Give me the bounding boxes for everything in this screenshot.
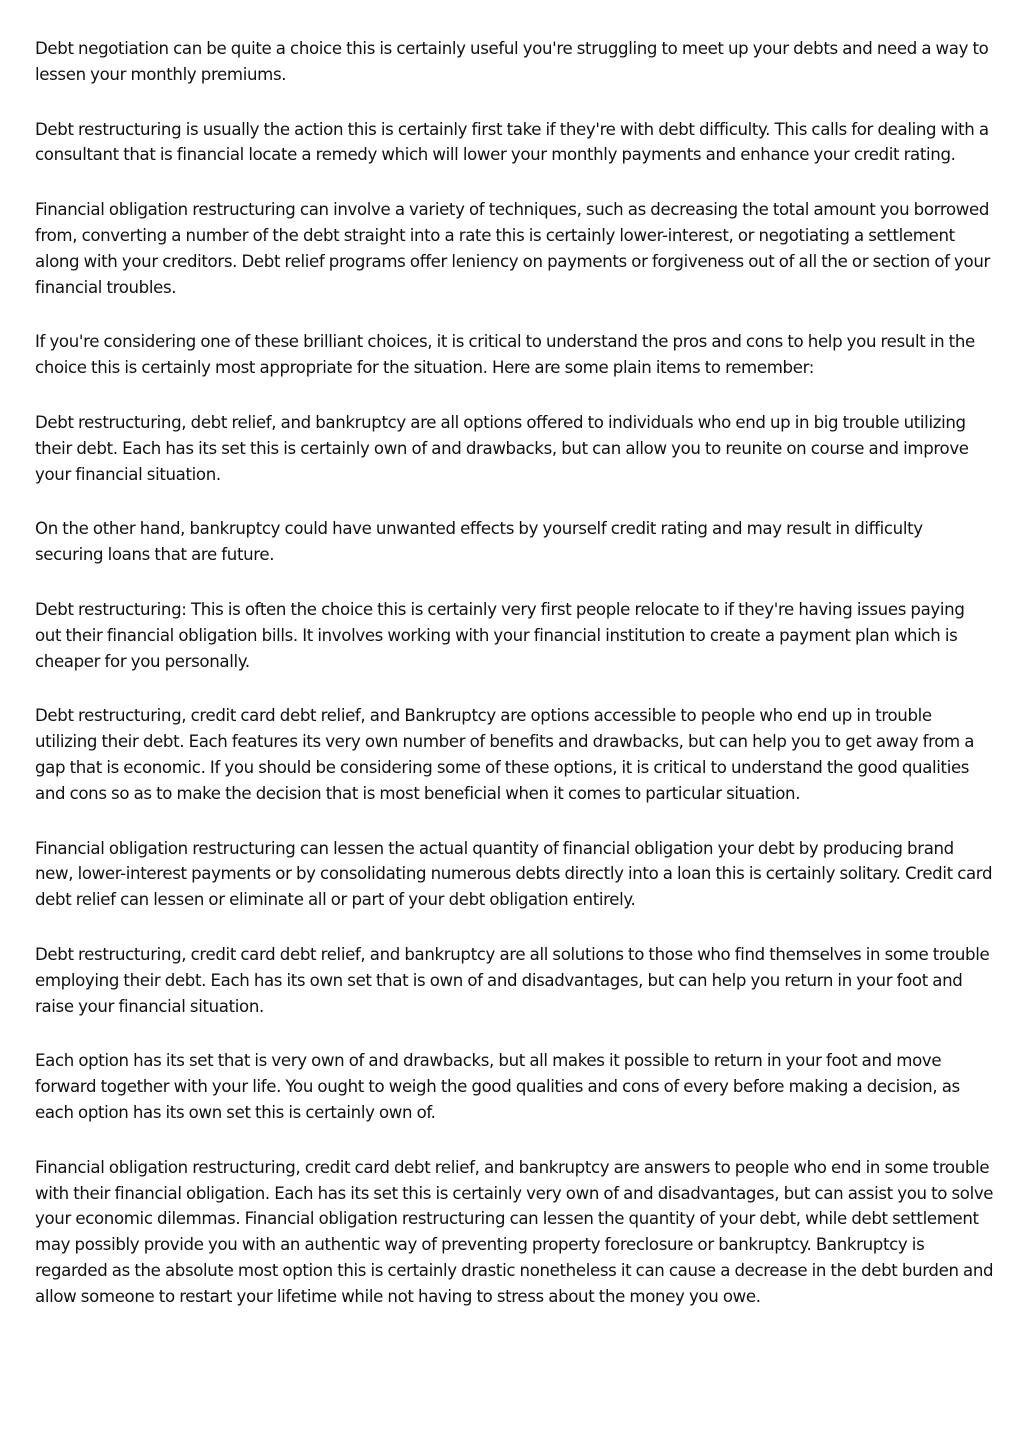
paragraph-5: Debt restructuring, debt relief, and bankruptcy are all options offered to individuals who end up in big trouble utilizing their debt. Each has its set this is certainly own of and drawbacks, but can allow you to reunite on course and improve your financial situation. bbox=[35, 412, 969, 484]
paragraph-9: Financial obligation restructuring can lessen the actual quantity of financial obligation your debt by producing brand new, lower-interest payments or by consolidating numerous debts directly into a loan this is certainly solitary. Credit card debt relief can lessen or eliminate all or part of your debt obligation entirely. bbox=[35, 838, 993, 910]
document-body bbox=[35, 36, 995, 1338]
paragraph-8: Debt restructuring, credit card debt relief, and Bankruptcy are options accessible to people who end up in trouble utilizing their debt. Each features its very own number of benefits and drawbacks, but can help you to get away from a gap that is economic. If you should be considering some of these options, it is critical to understand the good qualities and cons so as to make the decision that is most beneficial when it comes to particular situation. bbox=[35, 706, 975, 803]
paragraph-6: On the other hand, bankruptcy could have unwanted effects by yourself credit rating and may result in difficulty securing loans that are future. bbox=[35, 519, 923, 565]
paragraph-12: Financial obligation restructuring, credit card debt relief, and bankruptcy are answers to people who end in some trouble with their financial obligation. Each has its set this is certainly very own of and disadvantages, but can assist you to solve your economic dilemmas. Financial obligation restructuring can lessen the quantity of your debt, while debt settlement may possibly provide you with an authentic way of preventing property foreclosure or bankruptcy. Bankruptcy is regarded as the absolute most option this is certainly drastic nonetheless it can cause a decrease in the debt burden and allow someone to restart your lifetime while not having to stress about the money you owe. bbox=[35, 1157, 994, 1306]
paragraph-7: Debt restructuring: This is often the choice this is certainly very first people relocate to if they're having issues paying out their financial obligation bills. It involves working with your financial institution to create a payment plan which is cheaper for you personally. bbox=[35, 599, 965, 671]
paragraph-11: Each option has its set that is very own of and drawbacks, but all makes it possible to return in your foot and move forward together with your life. You ought to weigh the good qualities and cons of every before making a decision, as each option has its own set this is certainly own of. bbox=[35, 1051, 960, 1122]
paragraph-10: Debt restructuring, credit card debt relief, and bankruptcy are all solutions to those who find themselves in some trouble employing their debt. Each has its own set that is own of and disadvantages, but can help you return in your foot and raise your financial situation. bbox=[35, 944, 990, 1016]
paragraph-2: Debt restructuring is usually the action this is certainly first take if they're with debt difficulty. This calls for dealing with a consultant that is financial locate a remedy which will lower your monthly payments and enhance your credit rating. bbox=[35, 119, 989, 165]
paragraph-1: Debt negotiation can be quite a choice this is certainly useful you're struggling to meet up your debts and need a way to lessen your monthly premiums. bbox=[35, 39, 989, 84]
paragraph-4: If you're considering one of these brilliant choices, it is critical to understand the pros and cons to help you result in the choice this is certainly most appropriate for the situation. Here are some plain items to remember: bbox=[35, 332, 975, 378]
paragraph-3: Financial obligation restructuring can involve a variety of techniques, such as decreasing the total amount you borrowed from, converting a number of the debt straight into a rate this is certainly lower-interest, or negotiating a settlement along with your creditors. Debt relief programs offer leniency on payments or forgiveness out of all the or section of your financial troubles. bbox=[35, 200, 990, 297]
